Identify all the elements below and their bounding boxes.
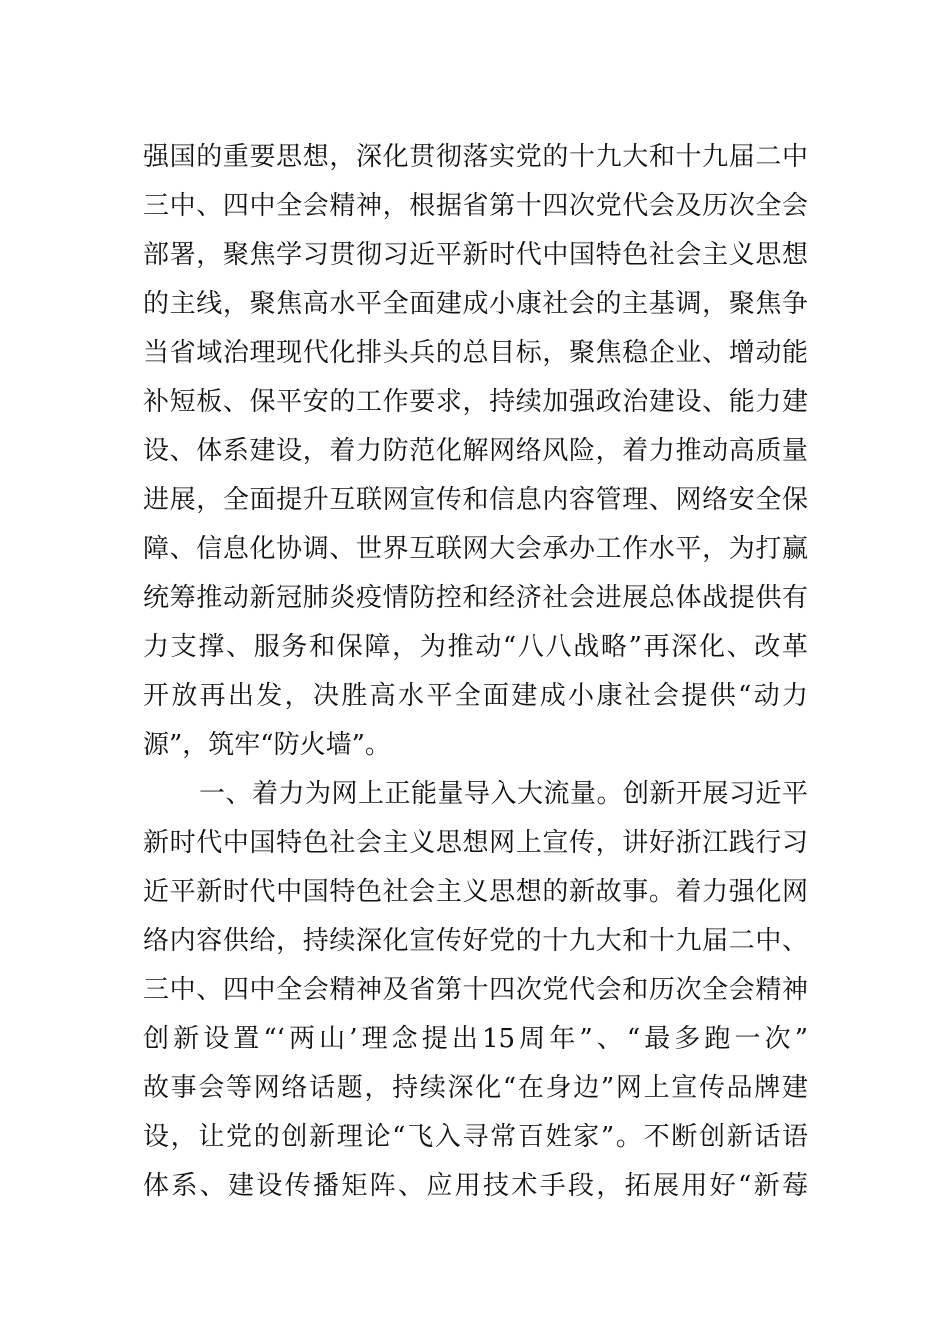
paragraph-1-line: 当省域治理现代化排头兵的总目标，聚焦稳企业、增动能 bbox=[143, 338, 808, 368]
paragraph-2-line: 三中、四中全会精神及省第十四次党代会和历次全会精神 bbox=[143, 975, 808, 1005]
paragraph-1-line: 源”，筑牢“防火墙”。 bbox=[143, 730, 391, 760]
paragraph-1-line: 统筹推动新冠肺炎疫情防控和经济社会进展总体战提供有 bbox=[143, 583, 808, 613]
paragraph-1-line: 力支撑、服务和保障，为推动“八八战略”再深化、改革 bbox=[143, 632, 808, 662]
paragraph-2-line: 体系、建设传播矩阵、应用技术手段，拓展用好“新莓 bbox=[143, 1171, 808, 1201]
paragraph-2-line: 设，让党的创新理论“飞入寻常百姓家”。不断创新话语 bbox=[143, 1122, 808, 1152]
paragraph-2-line: 创新设置“‘两山’理念提出15周年”、“最多跑一次” bbox=[143, 1024, 808, 1054]
paragraph-1-line: 障、信息化协调、世界互联网大会承办工作水平，为打赢 bbox=[143, 534, 808, 564]
document-body bbox=[143, 133, 808, 1211]
paragraph-1-line: 部署，聚焦学习贯彻习近平新时代中国特色社会主义思想 bbox=[143, 240, 808, 270]
paragraph-1-line: 设、体系建设，着力防范化解网络风险，着力推动高质量 bbox=[143, 436, 808, 466]
paragraph-2-line: 近平新时代中国特色社会主义思想的新故事。着力强化网 bbox=[143, 877, 808, 907]
paragraph-2-line: 络内容供给，持续深化宣传好党的十九大和十九届二中、 bbox=[143, 926, 808, 956]
paragraph-1-line: 三中、四中全会精神，根据省第十四次党代会及历次全会 bbox=[143, 191, 808, 221]
paragraph-1-line: 补短板、保平安的工作要求，持续加强政治建设、能力建 bbox=[143, 387, 808, 417]
paragraph-1-line: 开放再出发，决胜高水平全面建成小康社会提供“动力 bbox=[143, 681, 808, 711]
paragraph-2-line: 故事会等网络话题，持续深化“在身边”网上宣传品牌建 bbox=[143, 1073, 808, 1103]
paragraph-1-line: 进展，全面提升互联网宣传和信息内容管理、网络安全保 bbox=[143, 485, 808, 515]
paragraph-1-line: 强国的重要思想，深化贯彻落实党的十九大和十九届二中 bbox=[143, 142, 808, 172]
paragraph-2-line: 一、着力为网上正能量导入大流量。创新开展习近平 bbox=[199, 779, 808, 809]
paragraph-2-line: 新时代中国特色社会主义思想网上宣传，讲好浙江践行习 bbox=[143, 828, 808, 858]
paragraph-1-line: 的主线，聚焦高水平全面建成小康社会的主基调，聚焦争 bbox=[143, 289, 808, 319]
